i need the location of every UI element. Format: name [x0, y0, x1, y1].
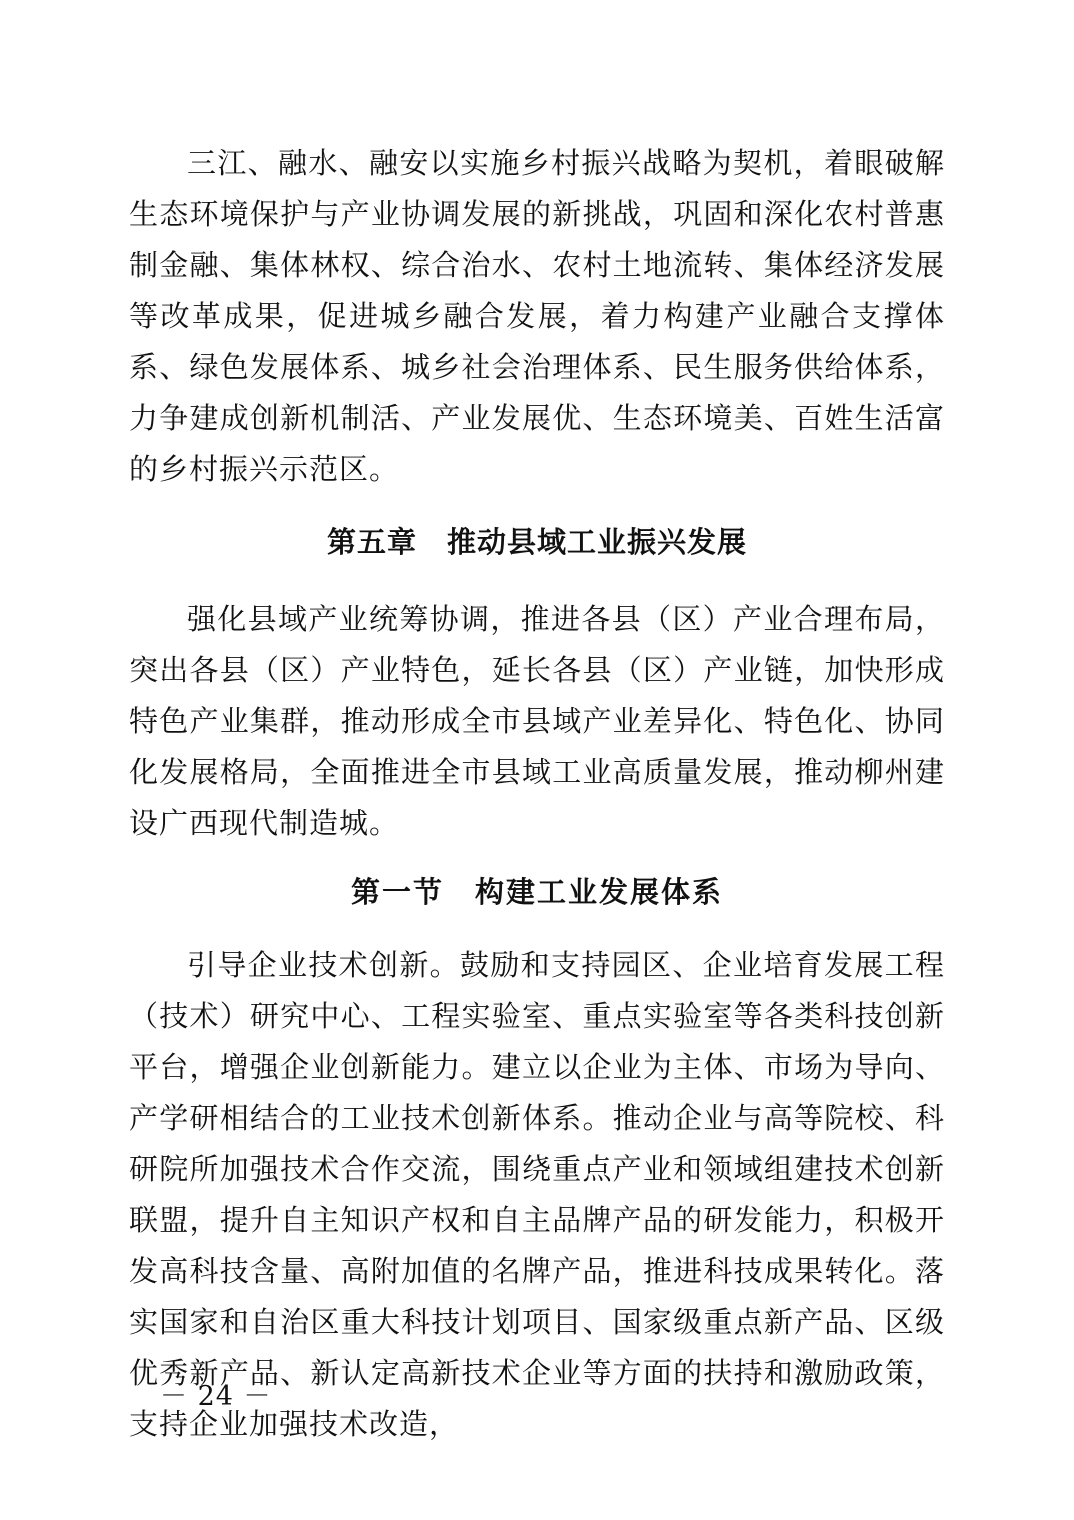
chapter-title: 第五章 推动县域工业振兴发展	[326, 525, 747, 559]
section-title: 第一节 构建工业发展体系	[350, 875, 723, 909]
document-body	[129, 138, 945, 1450]
paragraph-county-industry: 强化县域产业统筹协调，推进各县（区）产业合理布局，突出各县（区）产业特色，延长各县（区）产业链，加快形成特色产业集群，推动形成全市县域产业差异化、特色化、协同化发展格局，全面推进全市县域工业高质量发展，推动柳州建设广西现代制造城。	[129, 602, 945, 840]
page-number: － 24 －	[160, 1381, 272, 1412]
paragraph-technology-innovation: 引导企业技术创新。鼓励和支持园区、企业培育发展工程（技术）研究中心、工程实验室、重点实验室等各类科技创新平台，增强企业创新能力。建立以企业为主体、市场为导向、产学研相结合的工业技术创新体系。推动企业与高等院校、科研院所加强技术合作交流，围绕重点产业和领域组建技术创新联盟，提升自主知识产权和自主品牌产品的研发能力，积极开发高科技含量、高附加值的名牌产品，推进科技成果转化。落实国家和自治区重大科技计划项目、国家级重点新产品、区级优秀新产品、新认定高新技术企业等方面的扶持和激励政策，支持企业加强技术改造，	[129, 948, 945, 1441]
paragraph-rural-revitalization: 三江、融水、融安以实施乡村振兴战略为契机，着眼破解生态环境保护与产业协调发展的新挑战，巩固和深化农村普惠制金融、集体林权、综合治水、农村土地流转、集体经济发展等改革成果，促进城乡融合发展，着力构建产业融合支撑体系、绿色发展体系、城乡社会治理体系、民生服务供给体系，力争建成创新机制活、产业发展优、生态环境美、百姓生活富的乡村振兴示范区。	[129, 146, 945, 486]
